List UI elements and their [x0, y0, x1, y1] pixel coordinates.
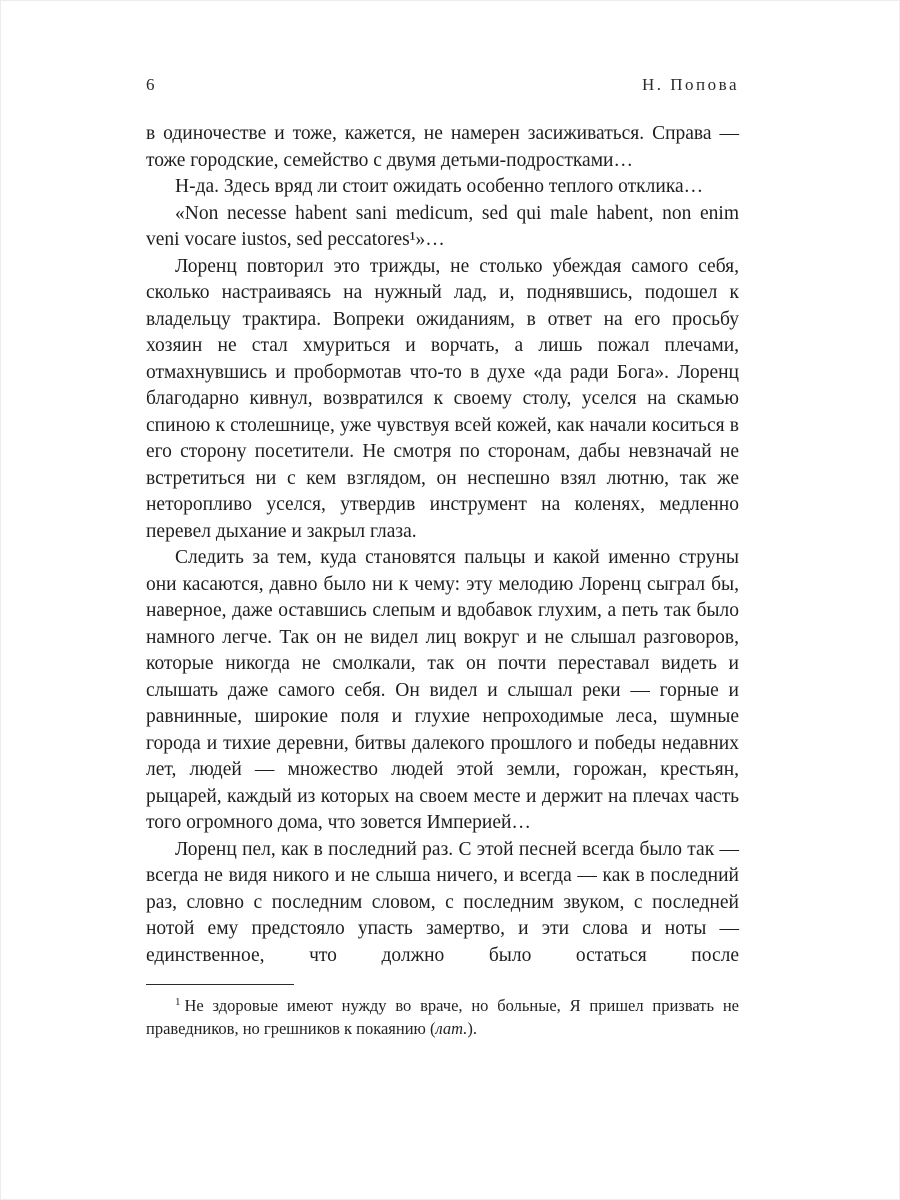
paragraph: Н-да. Здесь вряд ли стоит ожидать особенно теплого отклика… — [175, 176, 704, 197]
paragraph: Лоренц пел, как в последний раз. С этой песней всегда было так — всегда не видя никого и не слыша ничего, и всегда — как в последний раз, словно с последним словом, с последним звуком, с последней нотой ему предстояло упасть замертво, и эти слова и ноты — единственное, что должно было остаться после — [146, 838, 739, 966]
footnote-area — [146, 984, 739, 1040]
footnote-separator — [146, 984, 294, 985]
footnote-language-label: лат. — [435, 1019, 468, 1038]
footnote-text: Не здоровые имеют нужду во враче, но больные, Я пришел призвать не праведников, но грешников к покаянию ( — [146, 996, 739, 1038]
running-title-author: Н. Попова — [642, 75, 739, 94]
page-number: 6 — [146, 75, 156, 94]
footnote — [146, 994, 739, 1040]
paragraph: Следить за тем, куда становятся пальцы и какой именно струны они касаются, давно было ни к чему: эту мелодию Лоренц сыграл бы, наверное, даже оставшись слепым и вдобавок глухим, а петь так было намного легче. Так он не видел лиц вокруг и не слышал разговоров, которые никогда не смолкали, так он почти переставал видеть и слышать даже самого себя. Он видел и слышал реки — горные и равнинные, широкие поля и глухие непроходимые леса, шумные города и тихие деревни, битвы далекого прошлого и победы недавних лет, людей — множество людей этой земли, горожан, крестьян, рыцарей, каждый из которых на своем месте и держит на плечах часть того огромного дома, что зовется Империей… — [146, 547, 739, 833]
footnote-suffix: ). — [467, 1019, 478, 1038]
footnote-marker: 1 — [175, 995, 181, 1008]
paragraph: Лоренц повторил это трижды, не столько убеждая самого себя, сколько настраиваясь на нужный лад, и, поднявшись, подошел к владельцу трактира. Вопреки ожиданиям, в ответ на его просьбу хозяин не стал хмуриться и ворчать, а лишь пожал плечами, отмахнувшись и пробормотав что-то в духе «да ради Бога». Лоренц благодарно кивнул, возвратился к своему столу, уселся на скамью спиною к столешнице, уже чувствуя всей кожей, как начали коситься в его сторону посетители. Не смотря по сторонам, дабы невзначай не встретиться ни с кем взглядом, он неспешно взял лютню, так же неторопливо уселся, утвердив инструмент на коленях, медленно перевел дыхание и закрыл глаза. — [146, 255, 739, 542]
page-header — [146, 75, 739, 95]
body-text — [146, 121, 739, 969]
paragraph-continuation: в одиночестве и тоже, кажется, не намерен засиживаться. Справа — тоже городские, семейство с двумя детьми-подростками… — [146, 123, 739, 171]
paragraph-latin-quote: «Non necesse habent sani medicum, sed qui male habent, non enim veni vocare iustos, sed peccatores¹»… — [146, 202, 739, 250]
